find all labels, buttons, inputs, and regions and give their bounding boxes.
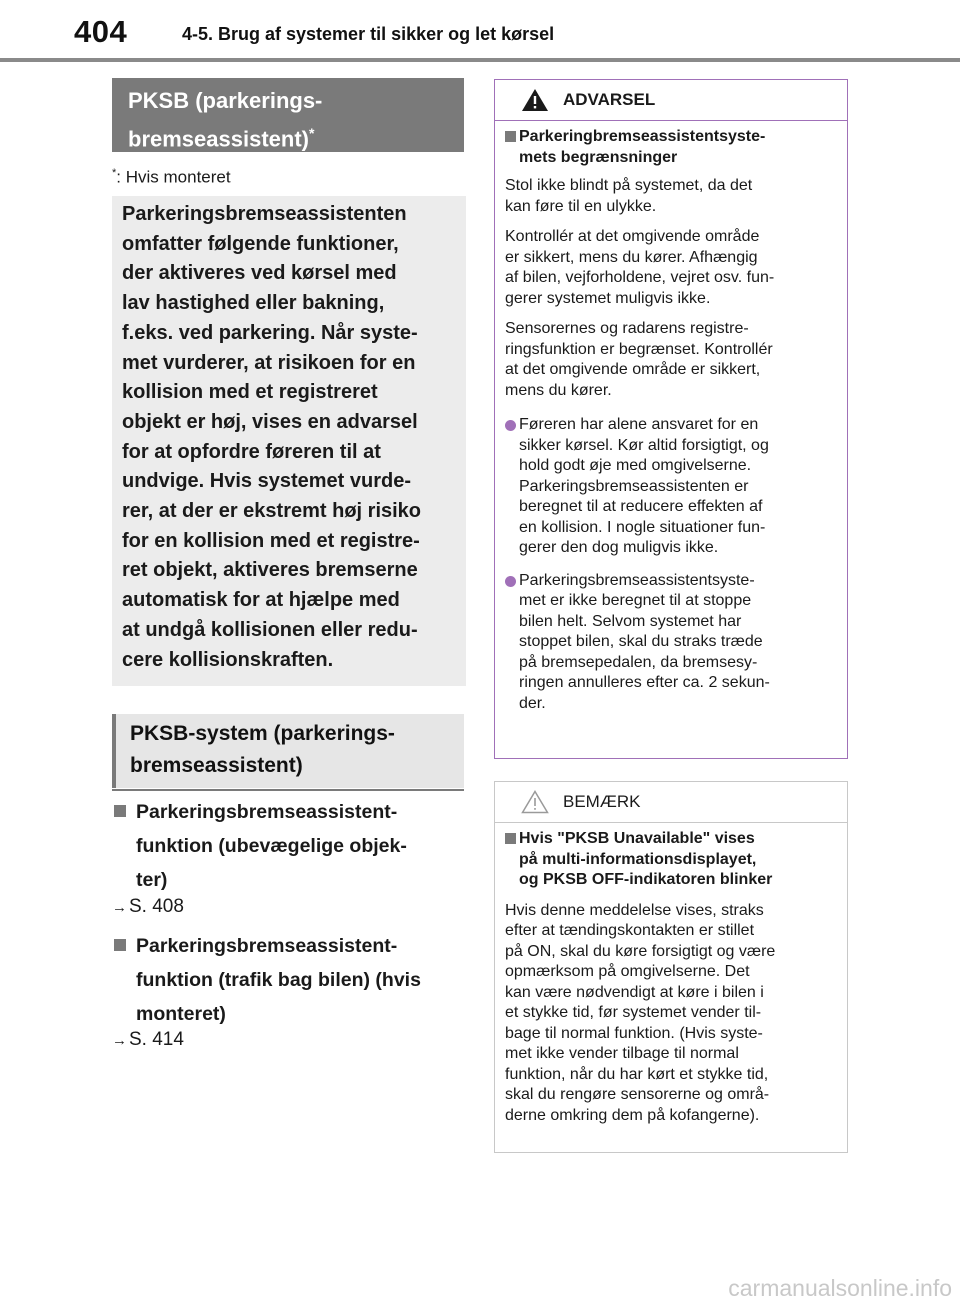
arrow-right-icon: → — [112, 899, 127, 916]
subsection-heading — [112, 714, 464, 788]
page-reference-link[interactable] — [112, 896, 184, 918]
intro-line: cere kollisionskraften. — [122, 648, 334, 671]
footnote-text: : Hvis monteret — [116, 167, 231, 187]
intro-line: der aktiveres ved kørsel med — [122, 262, 397, 285]
intro-line: ret objekt, aktiveres bremserne — [122, 559, 418, 582]
intro-line: at undgå kollisionen eller redu- — [122, 618, 418, 641]
warning-body — [495, 121, 847, 714]
intro-line: for en kollision med et registre- — [122, 529, 420, 552]
note-header — [495, 782, 847, 823]
section-title-line2: bremseassistent) — [128, 126, 309, 152]
warning-box — [494, 79, 848, 759]
subsection-title-line1: PKSB-system (parkerings- — [130, 722, 395, 745]
warning-bullet: Parkeringsbremseassistentsyste- met er ikke beregnet til at stoppe bilen helt. Selvom systemet har stoppet bilen, skal du straks træde på bremsepedalen, da bremsesy- ringen annulleres efter ca. 2 sekun- der. — [505, 571, 837, 715]
section-title-marker: * — [308, 125, 315, 141]
intro-line: lav hastighed eller bakning, — [122, 292, 385, 315]
header-rule — [0, 58, 960, 62]
intro-box — [112, 196, 466, 686]
intro-line: f.eks. ved parkering. Når syste- — [122, 321, 418, 344]
warning-paragraph: Stol ikke blindt på systemet, da det kan føre til en ulykke. — [505, 177, 753, 215]
feature-item — [112, 929, 464, 1031]
feature-label-line: funktion (trafik bag bilen) (hvis — [136, 969, 421, 991]
page-reference-link[interactable] — [112, 1029, 184, 1051]
subsection-title-line2: bremseassistent) — [130, 754, 303, 777]
note-subheading: Hvis "PKSB Unavailable" vises på multi-informationsdisplayet, og PKSB OFF-indikatoren blinker — [505, 829, 837, 891]
page-reference-text: S. 408 — [129, 896, 184, 917]
warning-bullet: Føreren har alene ansvaret for en sikker kørsel. Kør altid forsigtigt, og hold godt øje med omgivelserne. Parkeringsbremseassistenten er beregnet til at reducere effekten af en kollision. I nogle situationer fun- gerer den dog muligvis ikke. — [505, 415, 837, 559]
intro-line: Parkeringsbremseassistenten — [122, 203, 407, 225]
warning-paragraph: Kontrollér at det omgivende område er sikkert, mens du kører. Afhængig af bilen, vejforholdene, vejret osv. fun- gerer systemet muligvis ikke. — [505, 228, 775, 307]
intro-line: undvige. Hvis systemet vurde- — [122, 470, 411, 493]
intro-line: met vurderer, at risikoen for en — [122, 351, 416, 374]
arrow-right-icon: → — [112, 1032, 127, 1049]
section-title-line1: PKSB (parkerings- — [128, 88, 323, 113]
intro-line: for at opfordre føreren til at — [122, 440, 381, 463]
chapter-title: 4-5. Brug af systemer til sikker og let kørsel — [182, 24, 555, 44]
circle-bullet-icon — [505, 420, 516, 431]
subsection-rule — [112, 789, 464, 791]
section-banner — [112, 78, 464, 152]
caution-outline-icon — [521, 790, 549, 814]
warning-subheading-line: Parkeringbremseassistentsyste- — [519, 128, 766, 145]
feature-label-line: funktion (ubevægelige objek- — [136, 835, 407, 857]
watermark: carmanualsonline.info — [728, 1275, 952, 1301]
square-bullet-icon — [505, 131, 516, 142]
intro-line: objekt er høj, vises en advarsel — [122, 410, 418, 433]
warning-header — [495, 80, 847, 121]
feature-label-line: monteret) — [136, 1003, 226, 1025]
intro-line: omfatter følgende funktioner, — [122, 232, 399, 255]
note-paragraph: Hvis denne meddelelse vises, straks efter at tændingskontakten er stillet på ON, skal du køre forsigtigt og være opmærksom på omgivelserne. Det kan være nødvendigt at køre i bilen i et stykke tid, før systemet vender til- bage til normal funktion. (Hvis syste- met ikke vender tilbage til normal funktion, når du har kørt et stykke tid, skal du rengøre sensorerne og områ- derne omkring dem på kofangerne). — [505, 901, 776, 1124]
footnote — [112, 167, 231, 188]
circle-bullet-icon — [505, 576, 516, 587]
feature-item — [112, 795, 464, 897]
footnote-marker: * — [112, 167, 117, 179]
square-bullet-icon — [114, 939, 126, 951]
page-number: 404 — [74, 14, 128, 49]
feature-label-line: Parkeringsbremseassistent- — [136, 801, 398, 823]
page-reference-text: S. 414 — [129, 1029, 184, 1050]
warning-triangle-icon — [521, 88, 549, 112]
warning-title: ADVARSEL — [563, 90, 656, 109]
note-box — [494, 781, 848, 1153]
feature-label-line: ter) — [136, 869, 168, 891]
note-body — [495, 823, 847, 1126]
intro-line: kollision med et registreret — [122, 381, 378, 404]
square-bullet-icon — [114, 805, 126, 817]
intro-line: automatisk for at hjælpe med — [122, 589, 400, 612]
warning-subheading-line: mets begrænsninger — [519, 148, 678, 166]
feature-label-line: Parkeringsbremseassistent- — [136, 935, 398, 957]
intro-line: rer, at der er ekstremt høj risiko — [122, 500, 422, 523]
note-title: BEMÆRK — [563, 792, 641, 811]
warning-subheading — [505, 127, 837, 168]
warning-paragraph: Sensorernes og radarens registre- ringsfunktion er begrænset. Kontrollér at det omgivende område er sikkert, mens du kører. — [505, 320, 773, 399]
square-bullet-icon — [505, 833, 516, 844]
